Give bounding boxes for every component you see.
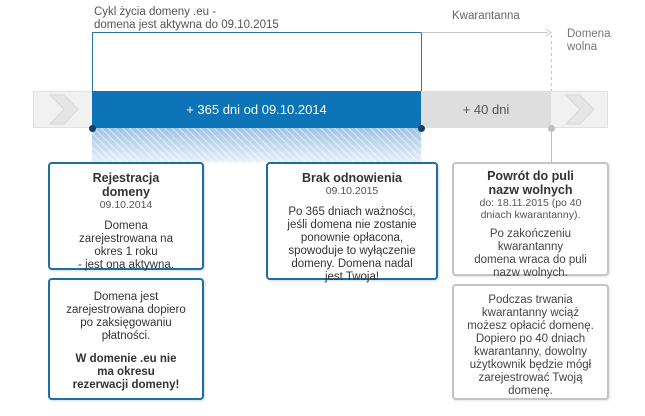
warning-line: W domenie .eu nie [75, 353, 177, 365]
quarantine-note-line: Podczas trwania [488, 294, 573, 306]
return-pool-date-line: dniach kwarantanny). [480, 209, 581, 221]
quarantine-period-label: + 40 dni [462, 102, 510, 117]
return-pool-body-line: nazw wolnych. [493, 267, 568, 279]
no-renewal-body-line: Po 365 dniach ważności, [288, 206, 416, 218]
active-period-bracket [93, 33, 422, 92]
registration-body-line: zarejestrowana na [79, 233, 173, 245]
lifecycle-label-line1: Cykl życia domeny .eu - [94, 6, 217, 18]
registration-date: 09.10.2014 [99, 199, 153, 211]
quarantine-note-line: Dopiero po 40 dniach [475, 333, 586, 345]
return-pool-date [454, 197, 607, 221]
no-renewal-date: 09.10.2015 [325, 185, 379, 197]
registration-marker-dot [89, 125, 96, 132]
quarantine-label: Kwarantanna [452, 10, 520, 22]
return-pool-title-line2: nazw wolnych [488, 183, 573, 197]
lifecycle-label-line2: domena jest aktywna do 09.10.2015 [94, 19, 279, 31]
expiry-marker-dot [418, 125, 425, 132]
registration-body-line: okres 1 roku [94, 246, 158, 258]
return-pool-body-line: kwarantanny [497, 241, 564, 253]
return-pool-body [454, 228, 607, 280]
return-to-pool-card [452, 162, 609, 279]
no-renewal-body-line: domeny. Domena nadal [291, 258, 413, 270]
quarantine-note-line: zarejestrować Twoją [478, 372, 583, 384]
quarantine-note-line: domenę. [508, 385, 553, 397]
quarantine-period-segment [421, 91, 551, 128]
registration-note-line: po zaksięgowaniu [80, 317, 172, 329]
warning-line: rezerwacji domeny! [72, 379, 180, 391]
no-renewal-body-line: jest Twoja! [324, 271, 380, 283]
registration-note-line: zarejestrowana dopiero [66, 304, 186, 316]
no-renewal-card [266, 162, 438, 283]
active-period-label: + 365 dni od 09.10.2014 [186, 102, 327, 117]
no-renewal-body [268, 206, 436, 284]
no-renewal-body-line: jeśli domena nie zostanie [287, 219, 417, 231]
return-pool-date-line: do: 18.11.2015 (po 40 [479, 197, 582, 209]
return-pool-title-line1: Powrót do puli [487, 169, 574, 183]
quarantine-note-line: możesz opłacić domenę. [467, 320, 594, 332]
registration-note-line: Domena jest [93, 291, 159, 303]
registration-body-line: - jest ona aktywna. [78, 259, 174, 271]
active-period-hatch [92, 128, 421, 162]
chevron-right-icon [560, 92, 600, 127]
quarantine-note-card [452, 284, 609, 400]
no-renewal-body-line: ponownie opłacona, [300, 232, 404, 244]
registration-body [50, 220, 202, 272]
registration-title-line1: Rejestracja [92, 171, 160, 185]
no-renewal-title: Brak odnowienia [301, 171, 403, 185]
active-period-segment [92, 91, 421, 128]
quarantine-note-line: kwarantanny, dowolny [474, 346, 587, 358]
quarantine-note-line: użytkownik będzie mógł [469, 359, 592, 371]
free-domain-label-line1: Domena [567, 28, 611, 40]
registration-card [48, 162, 204, 270]
free-domain-label-line2: wolna [567, 41, 598, 53]
quarantine-note-line: kwarantanny wciąż [481, 307, 580, 319]
registration-note-body [50, 291, 202, 343]
chevron-right-icon [44, 92, 84, 127]
registration-note-card [48, 278, 204, 400]
return-pool-body-line: domena wraca do puli [474, 254, 587, 266]
registration-title-line2: domeny [102, 185, 150, 199]
free-marker-dot [548, 125, 555, 132]
no-renewal-body-line: spowoduje to wyłączenie [288, 245, 416, 257]
registration-body-line: Domena [104, 220, 148, 232]
return-pool-body-line: Po zakończeniu [489, 228, 572, 240]
registration-note-line: płatności. [101, 330, 151, 342]
warning-line: ma okresu [97, 366, 155, 378]
no-reservation-warning [50, 353, 202, 392]
